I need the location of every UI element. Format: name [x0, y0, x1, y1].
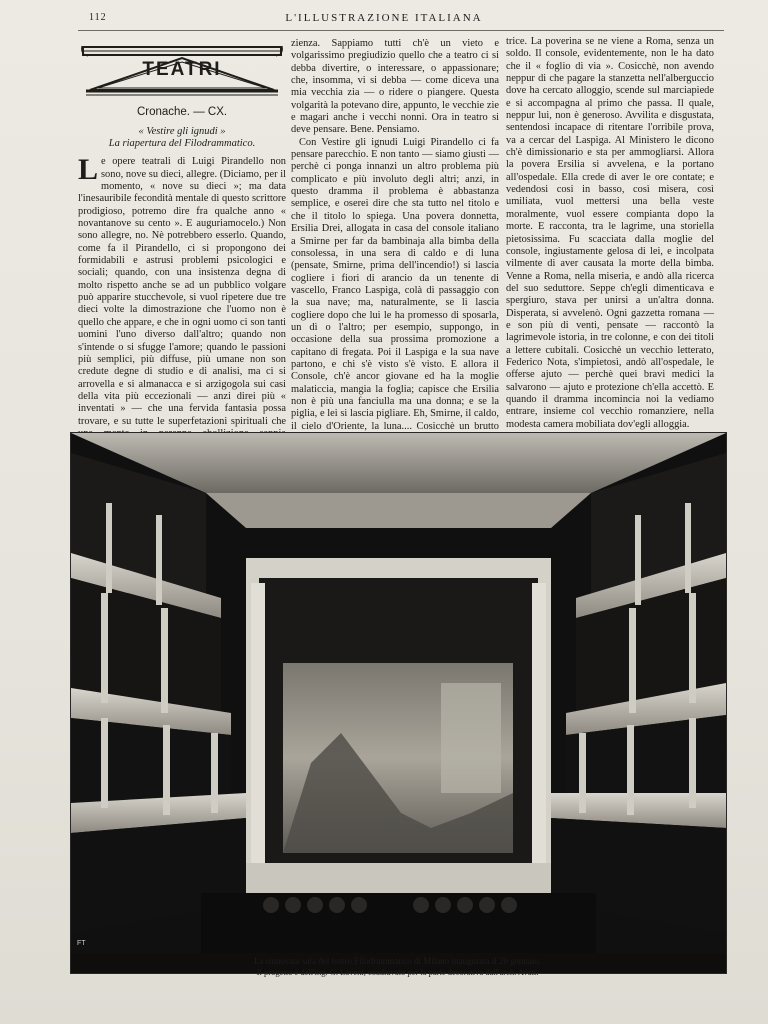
- theatre-photograph: [70, 432, 727, 974]
- photo-caption: [70, 956, 725, 978]
- paragraph: zienza. Sappiamo tutti ch'è un vieto e volgarissimo pregiudizio quello che a teatro ci si debba divertire, o interessare, o appassionare; che, insomma, vi si debba — come diceva una mia vecchia zia — o ridere o piangere. Questa volgarità la potevano dire, appunto, le vecchie zie e magari anche i vecchi nonni. Ora in teatro si deve pensare. Bene. Pensiamo.: [291, 38, 499, 136]
- article-subtitle: [78, 126, 286, 150]
- article-column-2: [291, 38, 499, 495]
- section-banner: [80, 44, 284, 98]
- paragraph: trice. La poverina se ne viene a Roma, senza un soldo. Il console, evidentemente, non le ha dato che il « foglio di via ». Cosicchè, non avendo neppur di che pagare la stanzetta nell'alberguccio dove ha cercato alloggio, scende sul marciapiede e si accompagna al primo che passa. Il quale, neppur lui, non è generoso. Avvilita e disgustata, sentendosi incapace di ritentare l'orribile prova, va a cercar del Laspiga. Al Ministero le dicono ch'è dimissionario e sta per ammogliarsi. Allora la povera Ersilia si avvelena, e la portano all'ospedale. Ella crede di aver le ore contate; e vedendosi cosi in basso, così misera, così umiliata, vuol mettersi una bella veste moralmente, vuol essere compianta dopo la morte. E racconta, tra le lagrime, una storiella pietosissima. Fu scacciata dalla moglie del console, ingiustamente gelosa di lei, e incolpata vilmente di aver causata la morte della bimba. Venne a Roma, nella miseria, e andò alla ricerca del suo seduttore. Seppe ch'egli dimenticava e spergiuro, stava per unirsi a un'altra donna. Disperata, si avvelenò. Ogni gazzetta romana — e son più di venti, pensate — raccontò la lagrimevole istoria, in tre colonne, e con dei titoli a lettere cubitali. Cosicchè un vecchio letterato, Federico Nota, s'impietosì, andò all'ospedale, le offerse ajuto — perchè quei bravi medici la salvarono — ajuto e protezione ch'ella accettò. E quando il dramma incomincia noi la vediamo entrare, insieme col vecchio romanziere, nella modesta camera mobiliata dov'egli alloggia.: [506, 36, 714, 430]
- paragraph-text: e opere teatrali di Luigi Pirandello non sono, nove su dieci, allegre. (Diciamo, per il momento, « nove su dieci »; ma data l'inesauribile fecondità mentale di questo scrittore prodigioso, potremo dire fra qualche anno « novantanove su cento ». E auguriamocelo.) Non sono allegre, no. Nè potrebbero esserlo. Quando, come fa il Pirandello, ci si propongono dei formidabili e astrusi problemi psicologici e sociali; quando, con una insistenza degna di molto rispetto anche se ad un pubblico volgare può apparire stucchevole, si vuol ripetere due tre dieci volte la dimostrazione che l'uomo non è quello che appare, e che in ogni uomo ci son tanti uomini l'uno diverso dall'altro; quando non s'intende o si sfugge l'amore; quando le passioni più semplici, più diffuse, più umane non son credute degne di studio e di analisi, ma ci si arrovella e si almanacca e si arzigogola sui casi della vita più eccezionali — anzi direi più « inventati » — che una fervida fantasia possa trovare, e su tutte le superfetazioni spirituali che: [78, 156, 286, 427]
- subtitle-line-1: « Vestire gli ignudi »: [138, 126, 226, 138]
- photo-initials: FT: [77, 940, 86, 947]
- theatre-interior-image: [71, 433, 726, 953]
- subtitle-line-2: La riapertura del Filodrammatico.: [108, 138, 256, 150]
- paragraph: Con Vestire gli ignudi Luigi Pirandello ci fa pensare parecchio. E non tanto — siamo giusti — perchè ci ponga innanzi un altro problema più complicato e più involuto degli altri; anzi, in questo dramma il problema è abbastanza semplice, e oserei dire che sta tutto nel titolo e che il titolo lo spiega. Una povera donnetta, Ersilia Drei, allogata in casa del console italiano a Smirne per far da bambinaja alla bimba della consolessa, in una sera di caldo e di luna (pensate, Smirne, prima dell'incendio!) si lascia cogliere i fiori di arancio da un tenente di vascello, Franco Laspiga, colà di passaggio con la sua nave; ma, naturalmente, se li lascia cogliere dopo che lui le ha promesso di sposarla, un dì o l'altro; per esempio, suppongo, in occasione della sua prossima promozione a capitano di fregata. Poi il Laspiga e la sua nave partono, e chi s'è visto s'è visto. E allora il Console, ch'è ancor giovane ed ha la moglie malaticcia, mangia la foglia; capisce che Ersilia non è più una fanciulla ma una donna; e se la piglia, e lei si lascia pigliare. Eh, Smirne, il caldo, il cielo d'Oriente, la luna.... Cosicchè un brutto: [291, 136, 499, 432]
- caption-line-1: La rinnovata sala del teatro Filodrammatico di Milano inaugurata il 20 gennaio.: [254, 956, 541, 966]
- caption-line-2: Il progetto è dell'ing. G. Laveni, coadiuvato per la parte decorativa dall'arch. Avati.: [256, 967, 539, 977]
- page-number: 112: [89, 12, 107, 23]
- section-subhead: Cronache. — CX.: [136, 106, 228, 118]
- header-rule: [78, 30, 724, 31]
- running-head: L'ILLUSTRAZIONE ITALIANA: [285, 12, 483, 24]
- banner-title: TEATRI: [142, 59, 222, 80]
- drop-cap: L: [78, 153, 99, 187]
